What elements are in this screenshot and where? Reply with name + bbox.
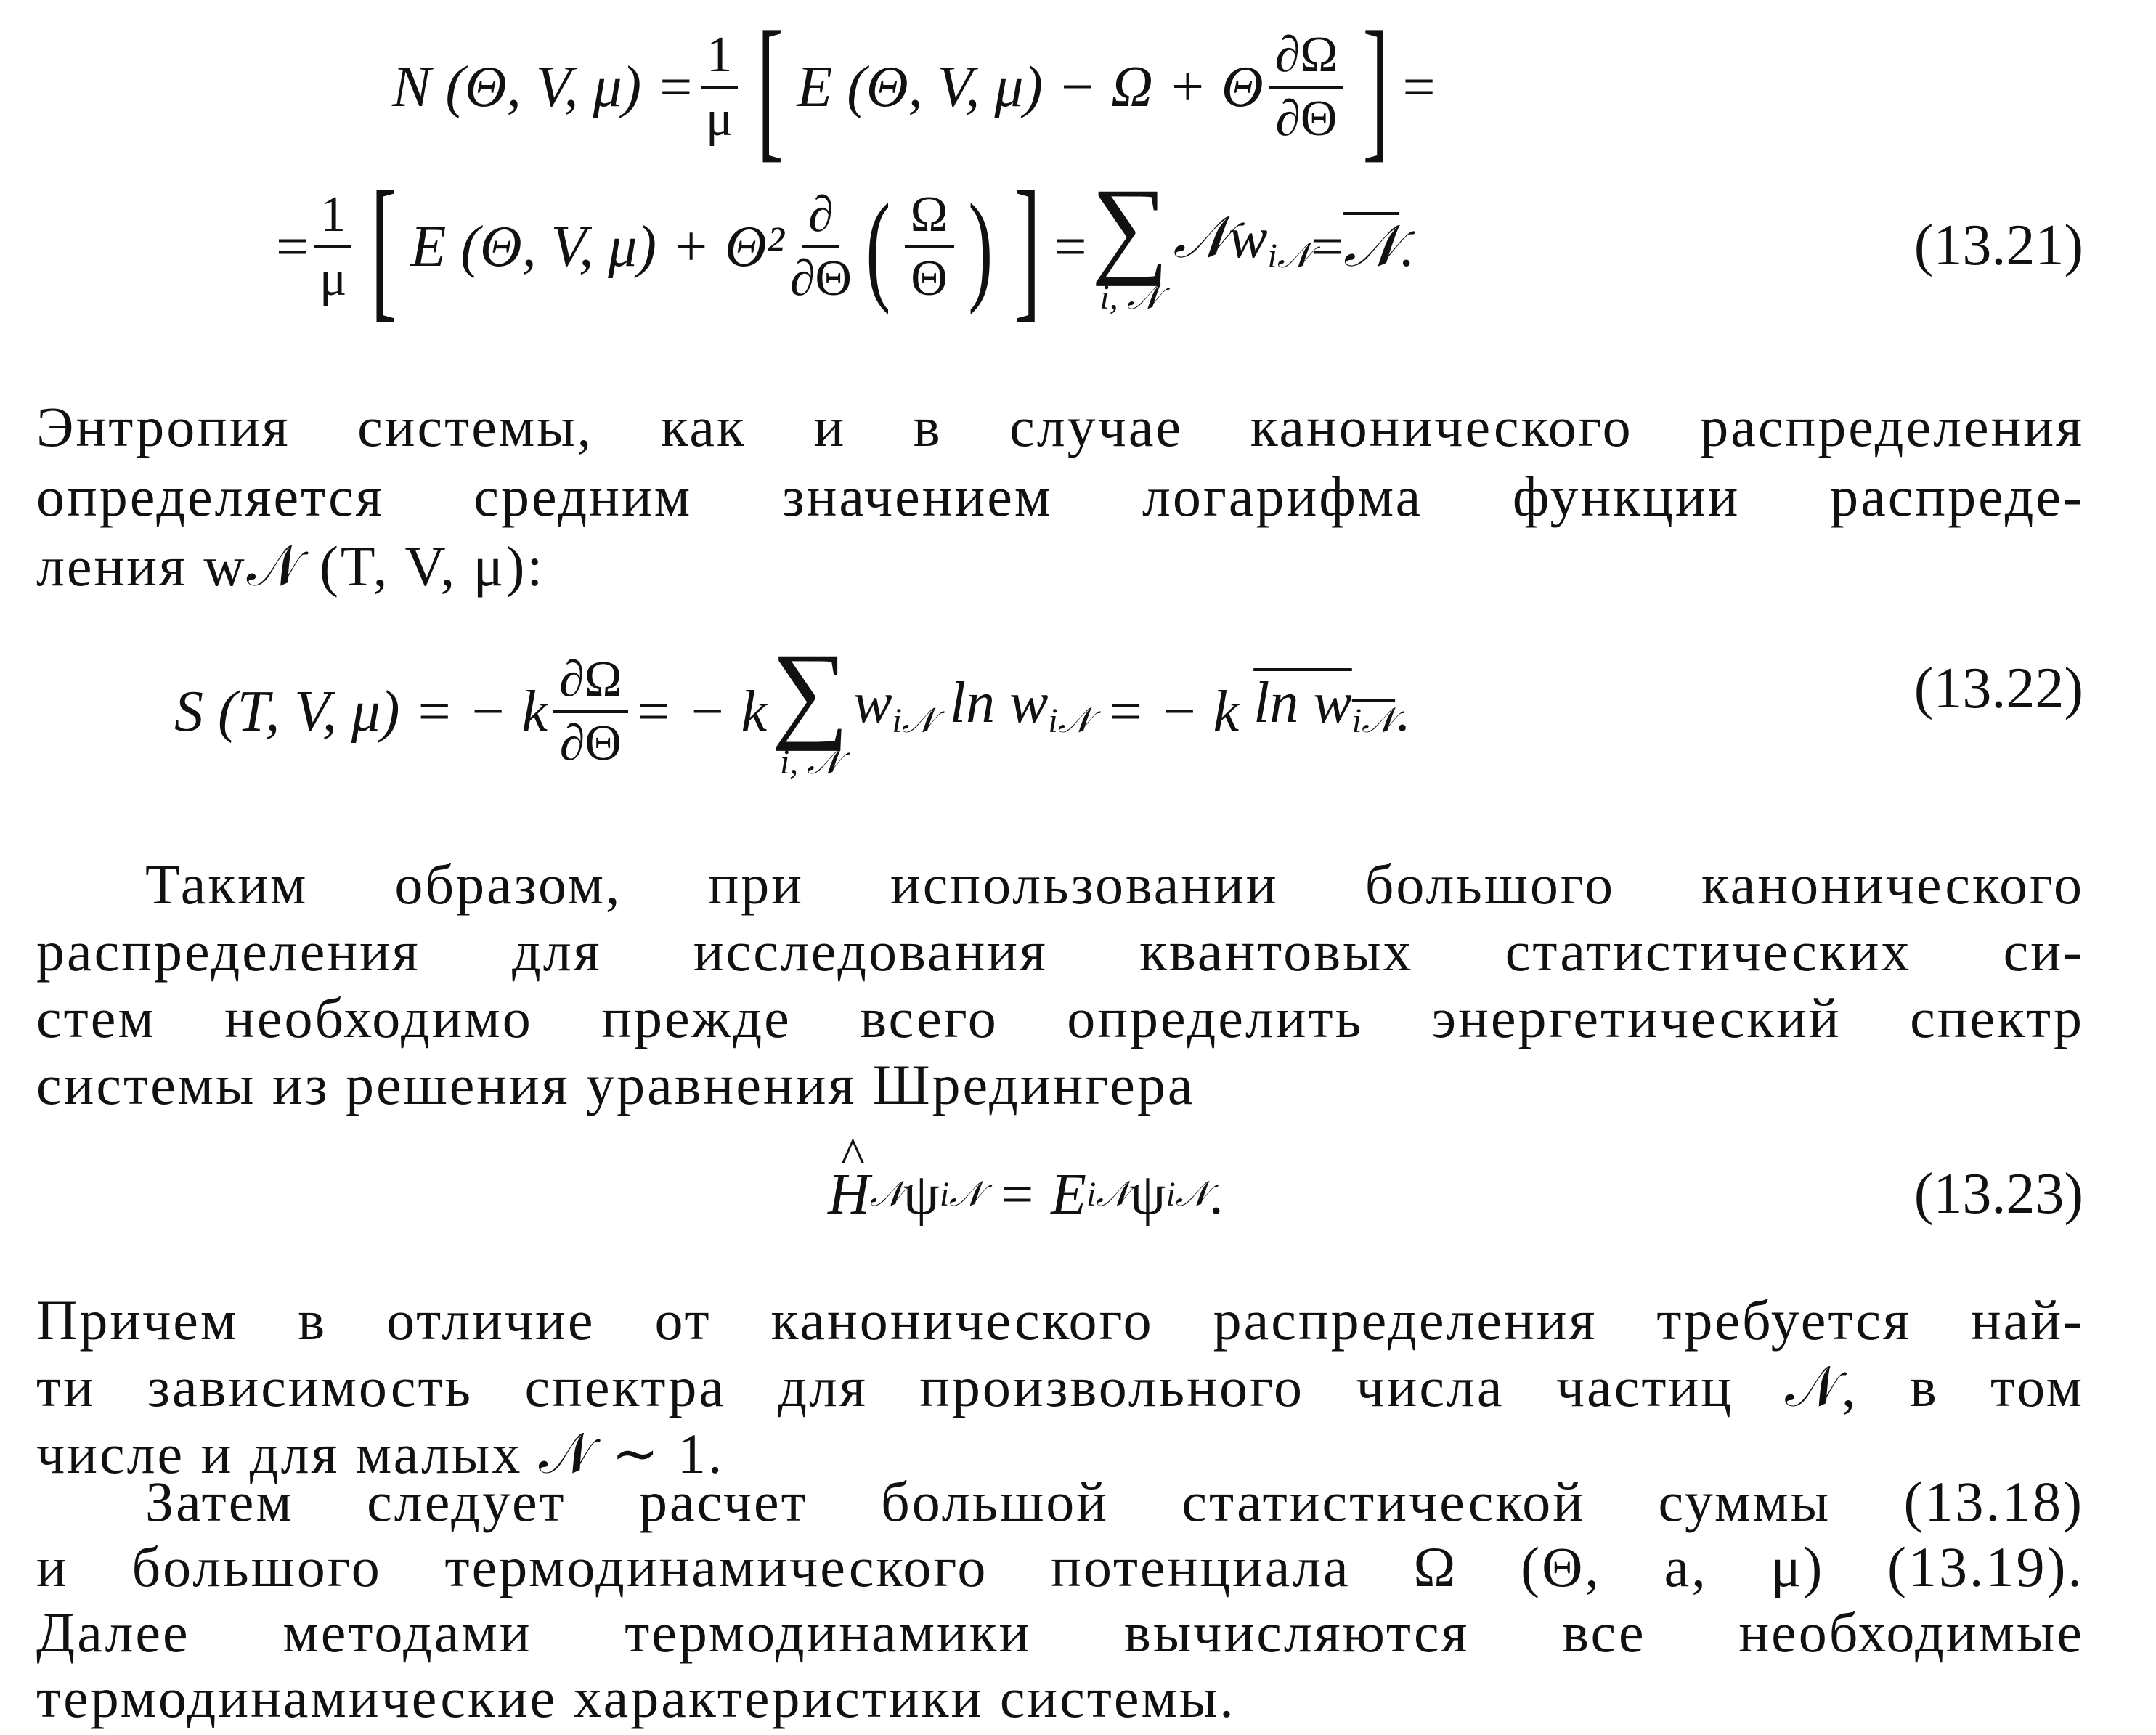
equation-13-21-line1 xyxy=(392,0,1436,176)
text-line: Таким образом, при использовании большого канонического xyxy=(145,853,2084,916)
text-line: стем необходимо прежде всего определить энергетический спектр xyxy=(36,986,2084,1049)
right-bracket: ] xyxy=(1014,158,1041,336)
equation-number: (13.23) xyxy=(1913,1162,2083,1226)
text-line: ти зависимость спектра для произвольного числа частиц 𝒩, в том xyxy=(36,1355,2084,1418)
eq-eq: = xyxy=(1054,215,1087,279)
ratio: $\frac{\Omega}{\Theta}$ xyxy=(905,184,954,309)
fraction: $\frac{1}{\mu}$ xyxy=(701,25,738,150)
after-sum: 𝒩w$_{i𝒩}$ xyxy=(1173,206,1311,275)
period: . xyxy=(1399,215,1414,279)
text-line: системы из решения уравнения Шредингера xyxy=(36,1053,1195,1116)
eq-eq: = − k xyxy=(1091,680,1254,744)
eq-end: = xyxy=(1402,55,1436,119)
derivative: $\frac{\partial}{\partial\Theta}$ xyxy=(790,184,852,309)
average-n: 𝒩 xyxy=(1343,215,1399,279)
text-line: Затем следует расчет большой статистической суммы (13.18) xyxy=(145,1470,2084,1533)
text-line: Далее методами термодинамики вычисляются все необходимые xyxy=(36,1601,2084,1664)
equation-number: (13.21) xyxy=(1913,214,2083,277)
eq-inner: E (Θ, V, μ) − Ω + Θ xyxy=(797,55,1264,119)
left-bracket: [ xyxy=(370,158,398,336)
term: $w_{i𝒩}$ $\ln w_{i𝒩}$ xyxy=(853,670,1091,740)
eq-inner: E (Θ, V, μ) + Θ² xyxy=(410,215,784,279)
text-line: ления w𝒩 (T, V, μ): xyxy=(36,535,545,598)
left-bracket: [ xyxy=(757,0,784,176)
text-line: и большого термодинамического потенциала Ω (Θ, a, μ) (13.19). xyxy=(36,1535,2084,1598)
derivative: $\frac{\partial\Omega}{\partial\Theta}$ xyxy=(1269,25,1344,150)
eq-lhs: S (T, V, μ) = − k xyxy=(174,680,548,744)
fraction: $\frac{1}{\mu}$ xyxy=(314,184,351,309)
equation-13-22 xyxy=(174,631,1410,784)
hamiltonian: ^ H xyxy=(828,1160,870,1230)
text-line: Причем в отличие от канонического распределения требуется най- xyxy=(36,1288,2084,1352)
average-ln: $\ln w_{i𝒩}$ xyxy=(1253,670,1396,740)
text-line: определяется средним значением логарифма функции распреде- xyxy=(36,465,2084,528)
summation: ∑ i, 𝒩 xyxy=(771,631,850,781)
eq-start: = xyxy=(276,215,309,279)
period: . xyxy=(1395,680,1410,744)
left-paren: ( xyxy=(866,179,891,315)
text-line: распределения для исследования квантовых статистических си- xyxy=(36,919,2084,983)
right-paren: ) xyxy=(967,179,993,315)
equation-13-21-line2 xyxy=(276,153,1414,341)
right-bracket: ] xyxy=(1362,0,1390,176)
equation-13-23: ^ H 𝒩 ψ i𝒩 = E i𝒩 ψ i𝒩 . xyxy=(828,1155,1224,1235)
eq-eq2: = xyxy=(1310,215,1343,279)
eq-mid: = − k xyxy=(633,680,768,744)
derivative: $\frac{\partial\Omega}{\partial\Theta}$ xyxy=(553,649,628,774)
text-line: числе и для малых 𝒩 ∼ 1. xyxy=(36,1422,725,1485)
eq-lhs: N (Θ, V, μ) = xyxy=(392,55,696,119)
text-line: термодинамические характеристики системы. xyxy=(36,1666,1236,1729)
equation-number: (13.22) xyxy=(1913,657,2083,720)
text-line: Энтропия системы, как и в случае канонического распределения xyxy=(36,395,2084,458)
summation: ∑ i, 𝒩 xyxy=(1091,166,1169,317)
